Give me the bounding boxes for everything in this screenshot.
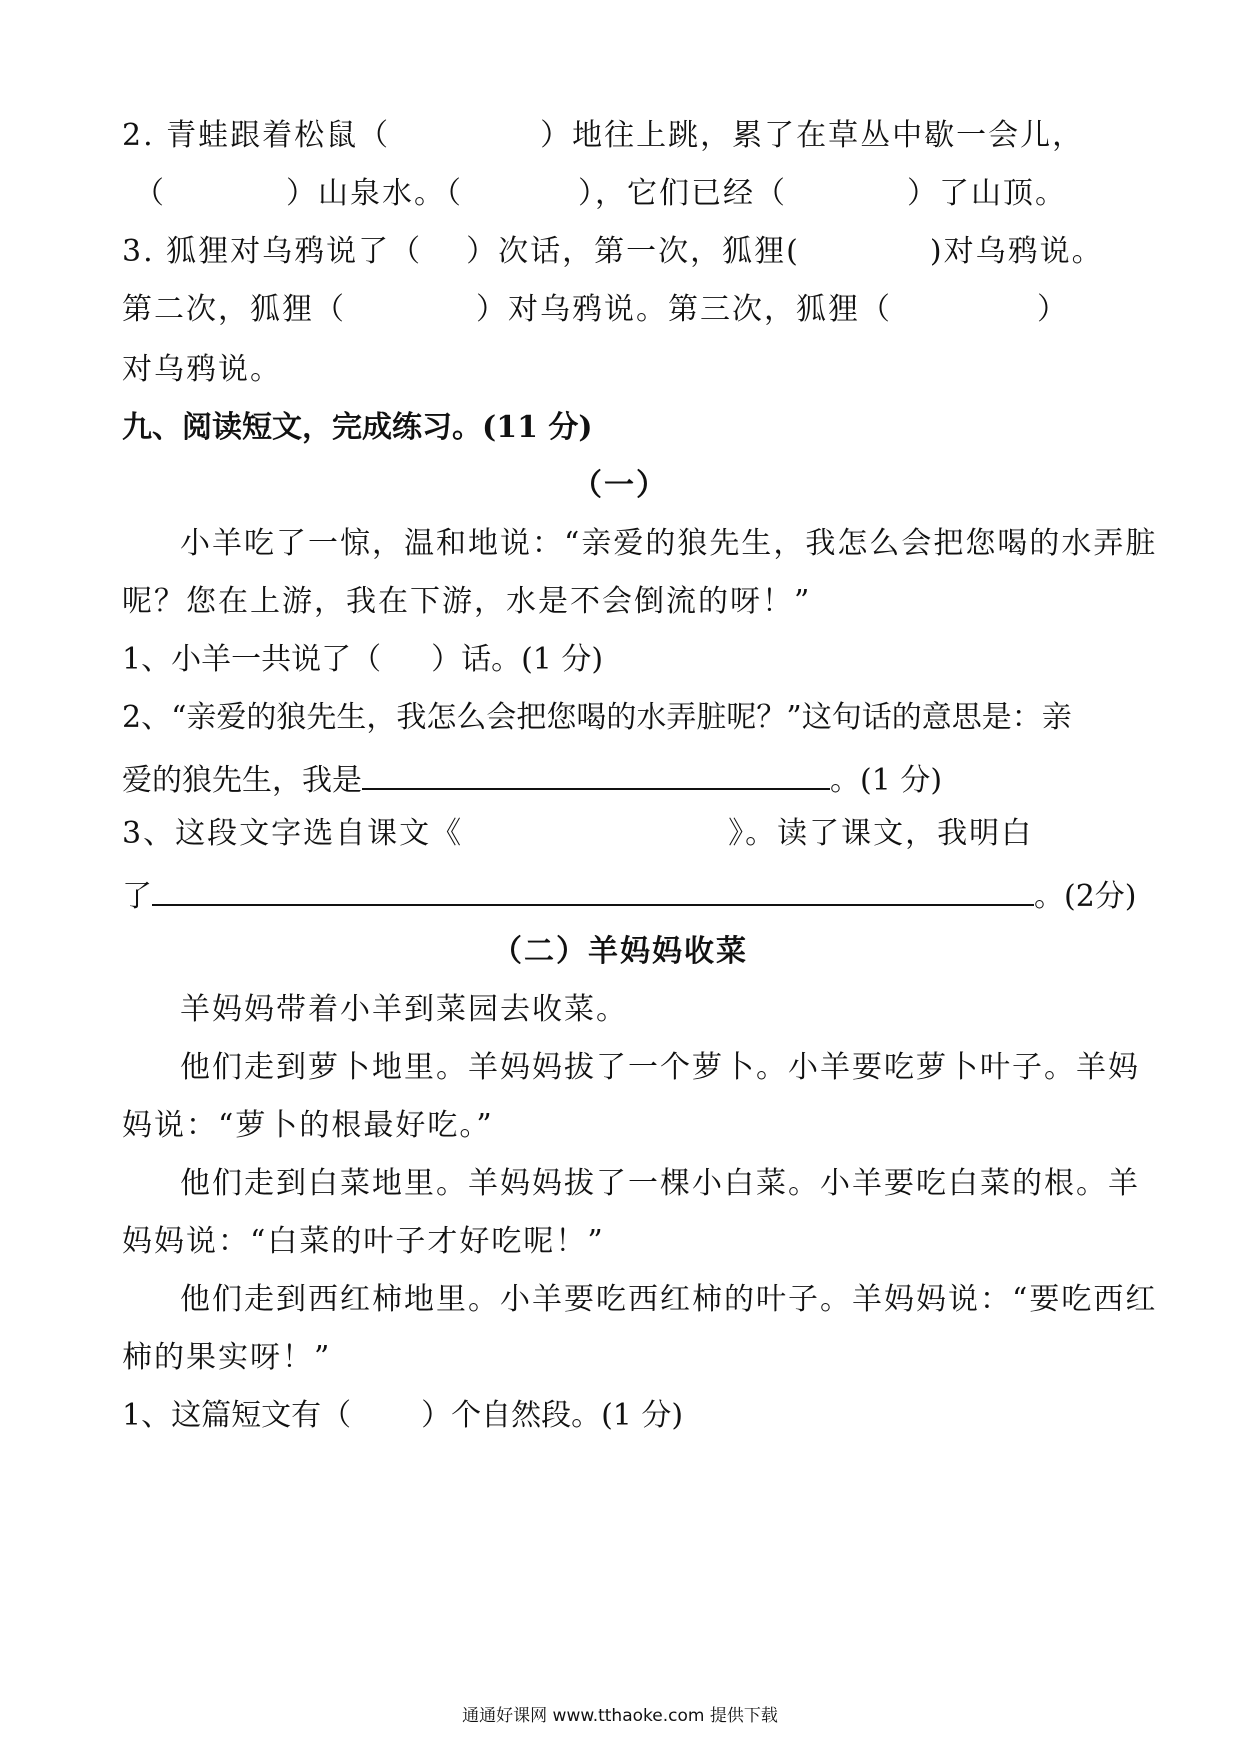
part2-title: （二）羊妈妈收菜	[492, 934, 748, 969]
part1-q3-line1	[122, 814, 1033, 854]
text: 3、这段文字选自课文《	[122, 816, 464, 851]
part1-q2-line1: 2、“亲爱的狼先生，我怎么会把您喝的水弄脏呢？”这句话的意思是：亲	[122, 700, 1072, 735]
text: ）	[1037, 292, 1069, 327]
part1-title: （一）	[572, 468, 668, 503]
text: 。(1 分)	[830, 763, 943, 798]
passage2-p3-line2: 妈妈说：“白菜的叶子才好吃呢！”	[122, 1224, 605, 1259]
text: ）话。(1 分)	[431, 642, 604, 677]
text: 1、这篇短文有（	[122, 1398, 352, 1433]
passage2-p2-line1: 他们走到萝卜地里。羊妈妈拔了一个萝卜。小羊要吃萝卜叶子。羊妈	[180, 1050, 1140, 1085]
section-heading: 九、阅读短文，完成练习。(11 分)	[122, 410, 593, 445]
footer-text: 通通好课网 www.tthaoke.com 提供下载	[462, 1706, 778, 1726]
part1-q2-line2	[122, 756, 942, 796]
q8-item2-line1	[122, 116, 1084, 156]
text: 2. 青蛙跟着松鼠（	[122, 118, 391, 153]
text: ）个自然段。(1 分)	[421, 1398, 684, 1433]
text: ），它们已经（	[578, 176, 787, 211]
passage2-p2-line2: 妈说：“萝卜的根最好吃。”	[122, 1108, 494, 1143]
text: 》。读了课文，我明白	[728, 816, 1034, 851]
text: ）了山顶。	[907, 176, 1067, 211]
q8-item3-line2	[122, 290, 1069, 330]
passage2-p4-line2: 柿的果实呀！”	[122, 1340, 332, 1375]
passage1-line1: 小羊吃了一惊，温和地说：“亲爱的狼先生，我怎么会把您喝的水弄脏	[180, 526, 1158, 561]
text: 第二次，狐狸（	[122, 292, 346, 327]
text: ）对乌鸦说。第三次，狐狸（	[476, 292, 892, 327]
q8-item3-line1	[122, 232, 1104, 272]
text: ）地往上跳，累了在草丛中歇一会儿，	[540, 118, 1085, 153]
text: ）次话，第一次，狐狸(	[466, 234, 800, 269]
text: 爱的狼先生，我是	[122, 763, 362, 798]
text: 。(2分)	[1034, 879, 1137, 914]
part2-q1	[122, 1396, 683, 1436]
answer-line[interactable]	[362, 756, 830, 790]
part1-q3-line2	[122, 872, 1137, 912]
text: 1、小羊一共说了（	[122, 642, 382, 677]
passage2-p3-line1: 他们走到白菜地里。羊妈妈拔了一棵小白菜。小羊要吃白菜的根。羊	[180, 1166, 1140, 1201]
q8-item2-line2	[134, 174, 1067, 214]
text: 了	[122, 879, 152, 914]
passage2-p4-line1: 他们走到西红柿地里。小羊要吃西红柿的叶子。羊妈妈说：“要吃西红	[180, 1282, 1158, 1317]
text: （	[134, 176, 166, 211]
text: ）山泉水。（	[286, 176, 463, 211]
passage2-p1: 羊妈妈带着小羊到菜园去收菜。	[180, 992, 628, 1027]
part1-q1	[122, 640, 603, 680]
passage1-line2: 呢？您在上游，我在下游，水是不会倒流的呀！”	[122, 584, 812, 619]
text: 3. 狐狸对乌鸦说了（	[122, 234, 423, 269]
text: )对乌鸦说。	[929, 234, 1104, 269]
q8-item3-line3: 对乌鸦说。	[122, 352, 282, 387]
answer-line[interactable]	[152, 872, 1034, 906]
